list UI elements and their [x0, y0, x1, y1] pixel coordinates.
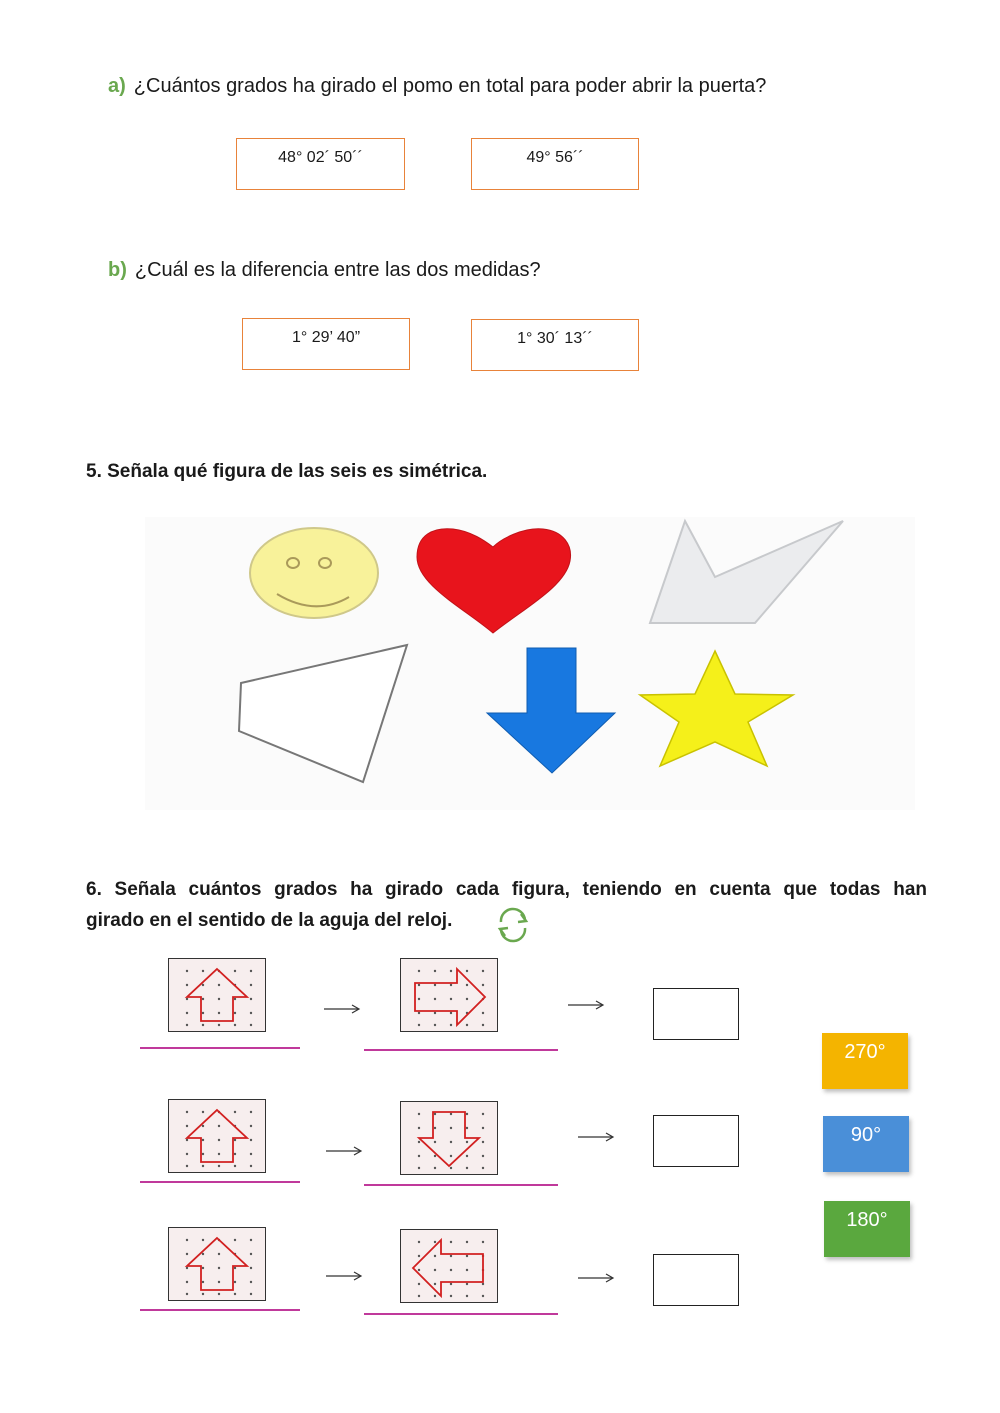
rotated-figure-row1 [400, 958, 498, 1032]
question-b-letter: b) [108, 259, 127, 281]
left-arrow-grid-icon [401, 1230, 497, 1302]
answer-option-b2[interactable]: 1° 30´ 13´´ [471, 319, 639, 371]
rotated-figure-row2 [400, 1101, 498, 1175]
red-heart-shape[interactable] [417, 529, 571, 633]
answer-option-a1[interactable]: 48° 02´ 50´´ [236, 138, 405, 190]
tile-270-degrees[interactable]: 270° [822, 1033, 908, 1089]
question-a-letter: a) [108, 75, 126, 97]
shapes-panel [145, 517, 915, 810]
answer-dropzone-row3[interactable] [653, 1254, 739, 1306]
up-arrow-grid-icon [169, 1228, 265, 1300]
blue-down-arrow-shape[interactable] [487, 648, 615, 773]
original-figure-row1 [168, 958, 266, 1032]
answer-option-b1[interactable]: 1° 29’ 40” [242, 318, 410, 370]
underline-original-row1 [140, 1047, 300, 1049]
answer-dropzone-row1[interactable] [653, 988, 739, 1040]
up-arrow-grid-icon [169, 959, 265, 1031]
answer-dropzone-row2[interactable] [653, 1115, 739, 1167]
underline-rotated-row3 [364, 1313, 558, 1315]
right-arrow-grid-icon [401, 959, 497, 1031]
question-5-title: 5. Señala qué figura de las seis es simétrica. [86, 461, 488, 482]
right-arrow-icon [324, 1145, 364, 1157]
right-arrow-icon [566, 999, 606, 1011]
smiley-face-shape[interactable] [250, 528, 378, 618]
right-arrow-icon [576, 1272, 616, 1284]
answer-option-a2[interactable]: 49° 56´´ [471, 138, 639, 190]
underline-rotated-row2 [364, 1184, 558, 1186]
quadrilateral-shape[interactable] [239, 645, 407, 782]
right-arrow-icon [576, 1131, 616, 1143]
underline-rotated-row1 [364, 1049, 558, 1051]
original-figure-row2 [168, 1099, 266, 1173]
clockwise-rotation-icon [495, 900, 531, 950]
underline-original-row3 [140, 1309, 300, 1311]
yellow-star-shape[interactable] [640, 651, 793, 766]
down-arrow-grid-icon [401, 1102, 497, 1174]
right-arrow-icon [322, 1003, 362, 1015]
right-arrow-icon [324, 1270, 364, 1282]
up-arrow-grid-icon [169, 1100, 265, 1172]
tile-180-degrees[interactable]: 180° [824, 1201, 910, 1257]
question-b [108, 259, 541, 282]
tile-90-degrees[interactable]: 90° [823, 1116, 909, 1172]
irregular-polygon-shape[interactable] [650, 521, 843, 623]
rotated-figure-row3 [400, 1229, 498, 1303]
underline-original-row2 [140, 1181, 300, 1183]
question-b-text: ¿Cuál es la diferencia entre las dos medidas? [134, 259, 541, 281]
original-figure-row3 [168, 1227, 266, 1301]
question-6-title-line1: 6. Señala cuántos grados ha girado cada figura, teniendo en cuenta que todas han [86, 879, 927, 900]
question-6-title-line2: girado en el sentido de la aguja del reloj. [86, 910, 453, 931]
question-a [108, 75, 766, 98]
question-a-text: ¿Cuántos grados ha girado el pomo en total para poder abrir la puerta? [133, 75, 767, 97]
